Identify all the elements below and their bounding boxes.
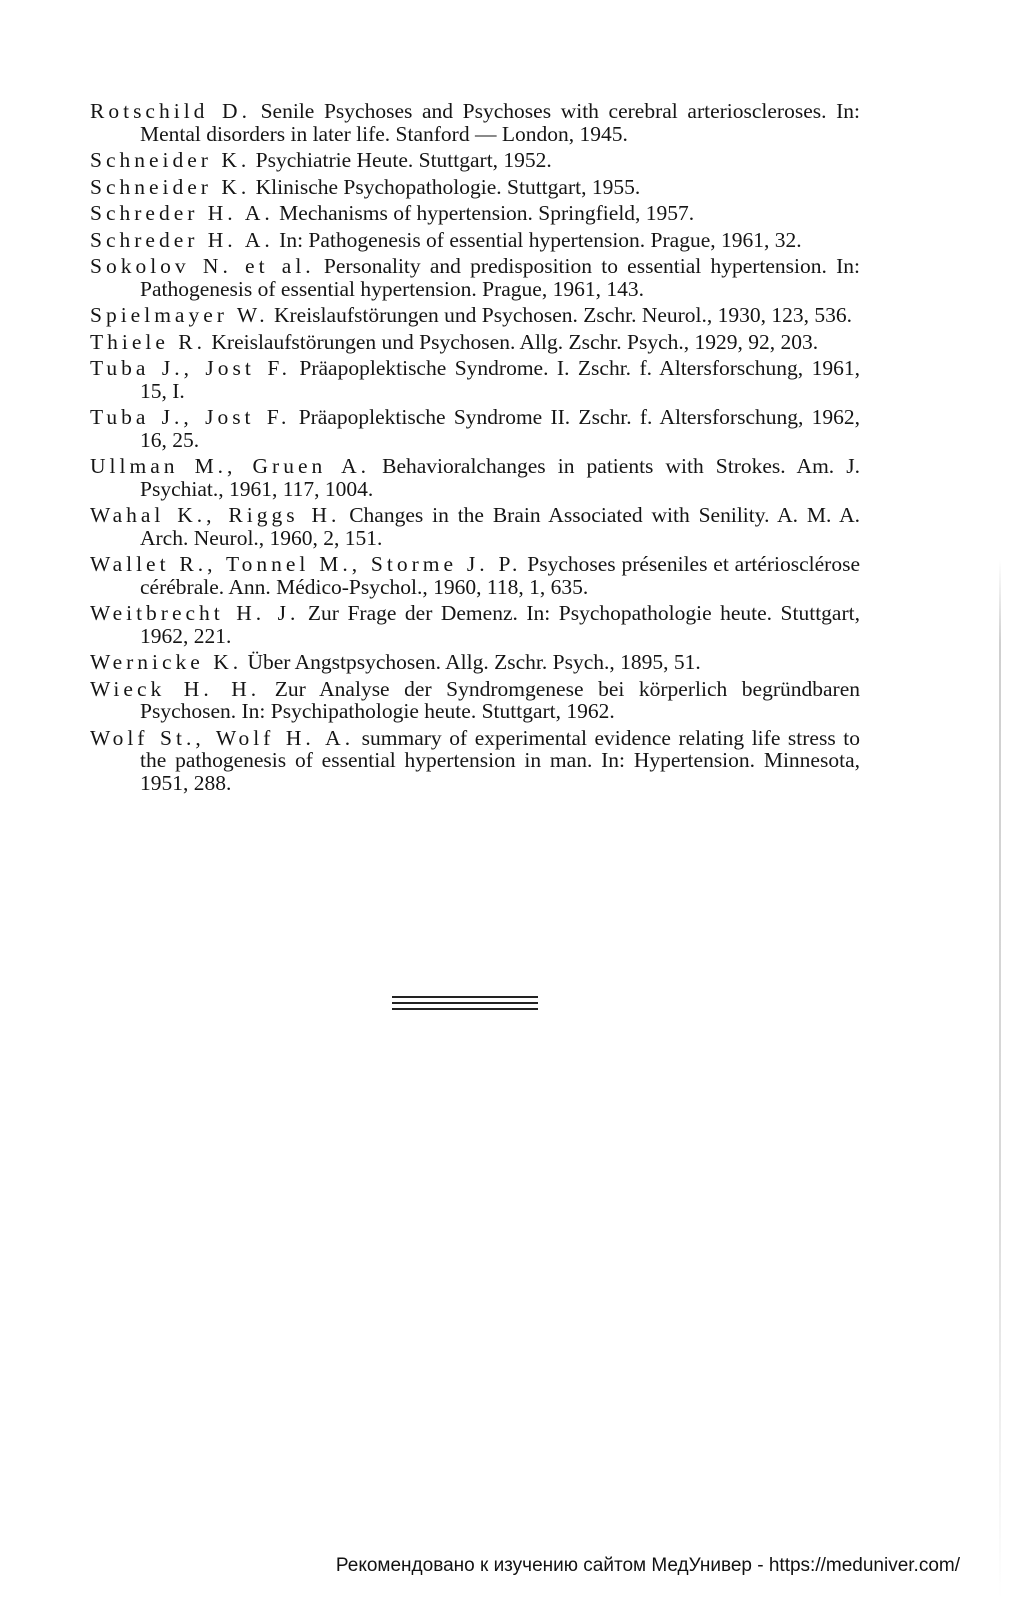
reference-author: Tuba J., Jost F. <box>90 356 291 380</box>
reference-entry <box>90 100 860 145</box>
reference-entry <box>90 455 860 500</box>
reference-author: Sokolov N. et al. <box>90 254 315 278</box>
reference-text: Kreislaufstörungen und Psychosen. Allg. Zschr. Psych., 1929, 92, 203. <box>206 329 819 354</box>
end-divider <box>392 996 538 1014</box>
reference-text: Klinische Psychopathologie. Stuttgart, 1955. <box>250 174 641 199</box>
reference-text: Psychiatrie Heute. Stuttgart, 1952. <box>250 148 552 172</box>
footer-recommendation: Рекомендовано к изучению сайтом МедУнивер - https://meduniver.com/ <box>335 1555 960 1576</box>
reference-list <box>90 100 860 798</box>
reference-entry <box>90 229 860 252</box>
reference-entry <box>90 553 860 598</box>
reference-entry <box>90 149 860 172</box>
reference-entry <box>90 406 860 451</box>
reference-entry <box>90 727 860 795</box>
reference-text: Präapoplektische Syndrome. I. Zschr. f. Altersforschung, 1961, 15, I. <box>140 356 861 403</box>
reference-author: Wolf St., Wolf H. A. <box>90 725 355 750</box>
reference-text: Zur Analyse der Syndromgenese bei körperlich begründbaren Psychosen. In: Psychipathologie heute. Stuttgart, 1962. <box>140 676 860 723</box>
reference-author: Ullman M., Gruen A. <box>90 454 371 478</box>
reference-entry <box>90 202 860 225</box>
reference-entry <box>90 504 860 549</box>
reference-text: Über Angstpsychosen. Allg. Zschr. Psych., 1895, 51. <box>242 650 701 674</box>
reference-author: Spielmayer W. <box>90 303 269 327</box>
reference-text: Mechanisms of hypertension. Springfield, 1957. <box>273 201 695 225</box>
reference-text: In: Pathogenesis of essential hypertension. Prague, 1961, 32. <box>273 227 802 252</box>
reference-text: Personality and predisposition to essential hypertension. In: Pathogenesis of essential hypertension. Prague, 1961, 143. <box>140 254 860 301</box>
divider-rule <box>392 1002 538 1004</box>
reference-author: Wahal K., Riggs H. <box>90 503 341 527</box>
reference-author: Rotschild D. <box>90 99 251 123</box>
divider-rule <box>392 1008 538 1010</box>
reference-author: Wallet R., Tonnel M., Storme J. P. <box>90 552 522 576</box>
reference-entry <box>90 331 860 354</box>
reference-entry <box>90 304 860 327</box>
reference-text: summary of experimental evidence relating life stress to the pathogenesis of essential hypertension in man. In: Hypertension. Minnesota, 1951, 288. <box>140 725 860 795</box>
divider-rule <box>392 996 538 998</box>
reference-author: Schneider K. <box>90 148 251 172</box>
reference-text: Behavioralchanges in patients with Strokes. Am. J. Psychiat., 1961, 117, 1004. <box>140 454 860 501</box>
reference-text: Senile Psychoses and Psychoses with cerebral arterioscleroses. In: Mental disorders in later life. Stanford — London, 1945. <box>140 99 861 146</box>
reference-author: Schreder H. A. <box>90 227 274 252</box>
reference-entry <box>90 651 860 674</box>
reference-author: Weitbrecht H. J. <box>90 601 300 625</box>
reference-text: Kreislaufstörungen und Psychosen. Zschr. Neurol., 1930, 123, 536. <box>268 303 853 327</box>
reference-entry <box>90 255 860 300</box>
reference-text: Zur Frage der Demenz. In: Psychopathologie heute. Stuttgart, 1962, 221. <box>140 601 860 648</box>
reference-author: Schneider K. <box>90 174 251 199</box>
reference-author: Thiele R. <box>90 329 207 354</box>
reference-entry <box>90 357 860 402</box>
reference-entry <box>90 678 860 723</box>
reference-text: Präapoplektische Syndrome II. Zschr. f. Altersforschung, 1962, 16, 25. <box>140 405 860 452</box>
reference-text: Changes in the Brain Associated with Senility. A. M. A. Arch. Neurol., 1960, 2, 151. <box>140 503 860 550</box>
reference-author: Wieck H. H. <box>90 676 261 701</box>
reference-author: Tuba J., Jost F. <box>90 405 291 429</box>
reference-entry <box>90 602 860 647</box>
reference-text: Psychoses préseniles et artériosclérose cérébrale. Ann. Médico-Psychol., 1960, 118, 1, 635. <box>140 552 860 599</box>
page-edge <box>999 560 1001 1600</box>
reference-author: Schreder H. A. <box>90 201 274 225</box>
reference-entry <box>90 176 860 199</box>
reference-author: Wernicke K. <box>90 650 243 674</box>
